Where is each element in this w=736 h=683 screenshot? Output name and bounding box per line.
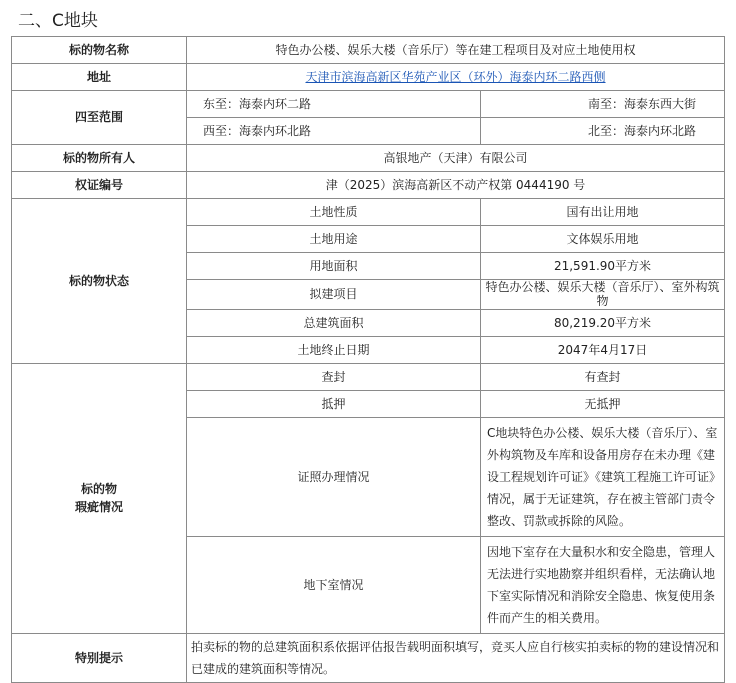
defect-key: 证照办理情况 bbox=[187, 417, 481, 536]
defects-label-line1: 标的物 bbox=[80, 481, 117, 496]
status-key: 拟建项目 bbox=[187, 280, 481, 310]
boundary-label: 四至范围 bbox=[12, 91, 187, 145]
address-value[interactable]: 天津市滨海高新区华苑产业区（环外）海泰内环二路西侧 bbox=[305, 69, 606, 84]
defects-label bbox=[12, 363, 187, 633]
status-value: 2047年4月17日 bbox=[481, 336, 725, 363]
row-boundary-1 bbox=[12, 91, 725, 118]
row-address bbox=[12, 64, 725, 91]
cert-value: 津（2025）滨海高新区不动产权第 0444190 号 bbox=[187, 172, 725, 199]
status-value: 国有出让用地 bbox=[481, 199, 725, 226]
status-value: 80,219.20平方米 bbox=[481, 309, 725, 336]
cert-label: 权证编号 bbox=[12, 172, 187, 199]
address-link[interactable] bbox=[187, 64, 725, 91]
row-notice bbox=[12, 633, 725, 682]
notice-label: 特别提示 bbox=[12, 633, 187, 682]
defect-key: 抵押 bbox=[187, 390, 481, 417]
defect-value: C地块特色办公楼、娱乐大楼（音乐厅）、室外构筑物及车库和设备用房存在未办理《建设工程规划许可证》《建筑工程施工许可证》情况，属于无证建筑，存在被主管部门责令整改、罚款或拆除的风险。 bbox=[481, 417, 725, 536]
defect-row bbox=[12, 363, 725, 390]
status-key: 土地终止日期 bbox=[187, 336, 481, 363]
status-key: 总建筑面积 bbox=[187, 309, 481, 336]
boundary-east: 东至：海泰内环二路 bbox=[187, 91, 481, 118]
status-key: 土地用途 bbox=[187, 226, 481, 253]
address-label: 地址 bbox=[12, 64, 187, 91]
defect-value: 有查封 bbox=[481, 363, 725, 390]
property-table bbox=[11, 36, 725, 683]
row-name bbox=[12, 37, 725, 64]
defects-label-line2: 瑕疵情况 bbox=[74, 500, 123, 515]
status-value: 文体娱乐用地 bbox=[481, 226, 725, 253]
status-row bbox=[12, 199, 725, 226]
owner-label: 标的物所有人 bbox=[12, 145, 187, 172]
name-label: 标的物名称 bbox=[12, 37, 187, 64]
status-value: 21,591.90平方米 bbox=[481, 253, 725, 280]
boundary-west: 西至：海泰内环北路 bbox=[187, 118, 481, 145]
defect-key: 查封 bbox=[187, 363, 481, 390]
name-value: 特色办公楼、娱乐大楼（音乐厅）等在建工程项目及对应土地使用权 bbox=[187, 37, 725, 64]
boundary-south: 南至：海泰东西大街 bbox=[481, 91, 725, 118]
row-owner bbox=[12, 145, 725, 172]
status-key: 土地性质 bbox=[187, 199, 481, 226]
defect-key: 地下室情况 bbox=[187, 536, 481, 633]
owner-value: 高银地产（天津）有限公司 bbox=[187, 145, 725, 172]
boundary-north: 北至：海泰内环北路 bbox=[481, 118, 725, 145]
defect-value: 无抵押 bbox=[481, 390, 725, 417]
notice-value: 拍卖标的物的总建筑面积系依据评估报告载明面积填写，竞买人应自行核实拍卖标的物的建设情况和已建成的建筑面积等情况。 bbox=[187, 633, 725, 682]
row-cert bbox=[12, 172, 725, 199]
section-title: 二、C地块 bbox=[18, 11, 98, 31]
status-label: 标的物状态 bbox=[12, 199, 187, 364]
status-key: 用地面积 bbox=[187, 253, 481, 280]
defect-value: 因地下室存在大量积水和安全隐患，管理人无法进行实地勘察并组织看样，无法确认地下室实际情况和消除安全隐患、恢复使用条件而产生的相关费用。 bbox=[481, 536, 725, 633]
status-value: 特色办公楼、娱乐大楼（音乐厅）、室外构筑物 bbox=[481, 280, 725, 310]
